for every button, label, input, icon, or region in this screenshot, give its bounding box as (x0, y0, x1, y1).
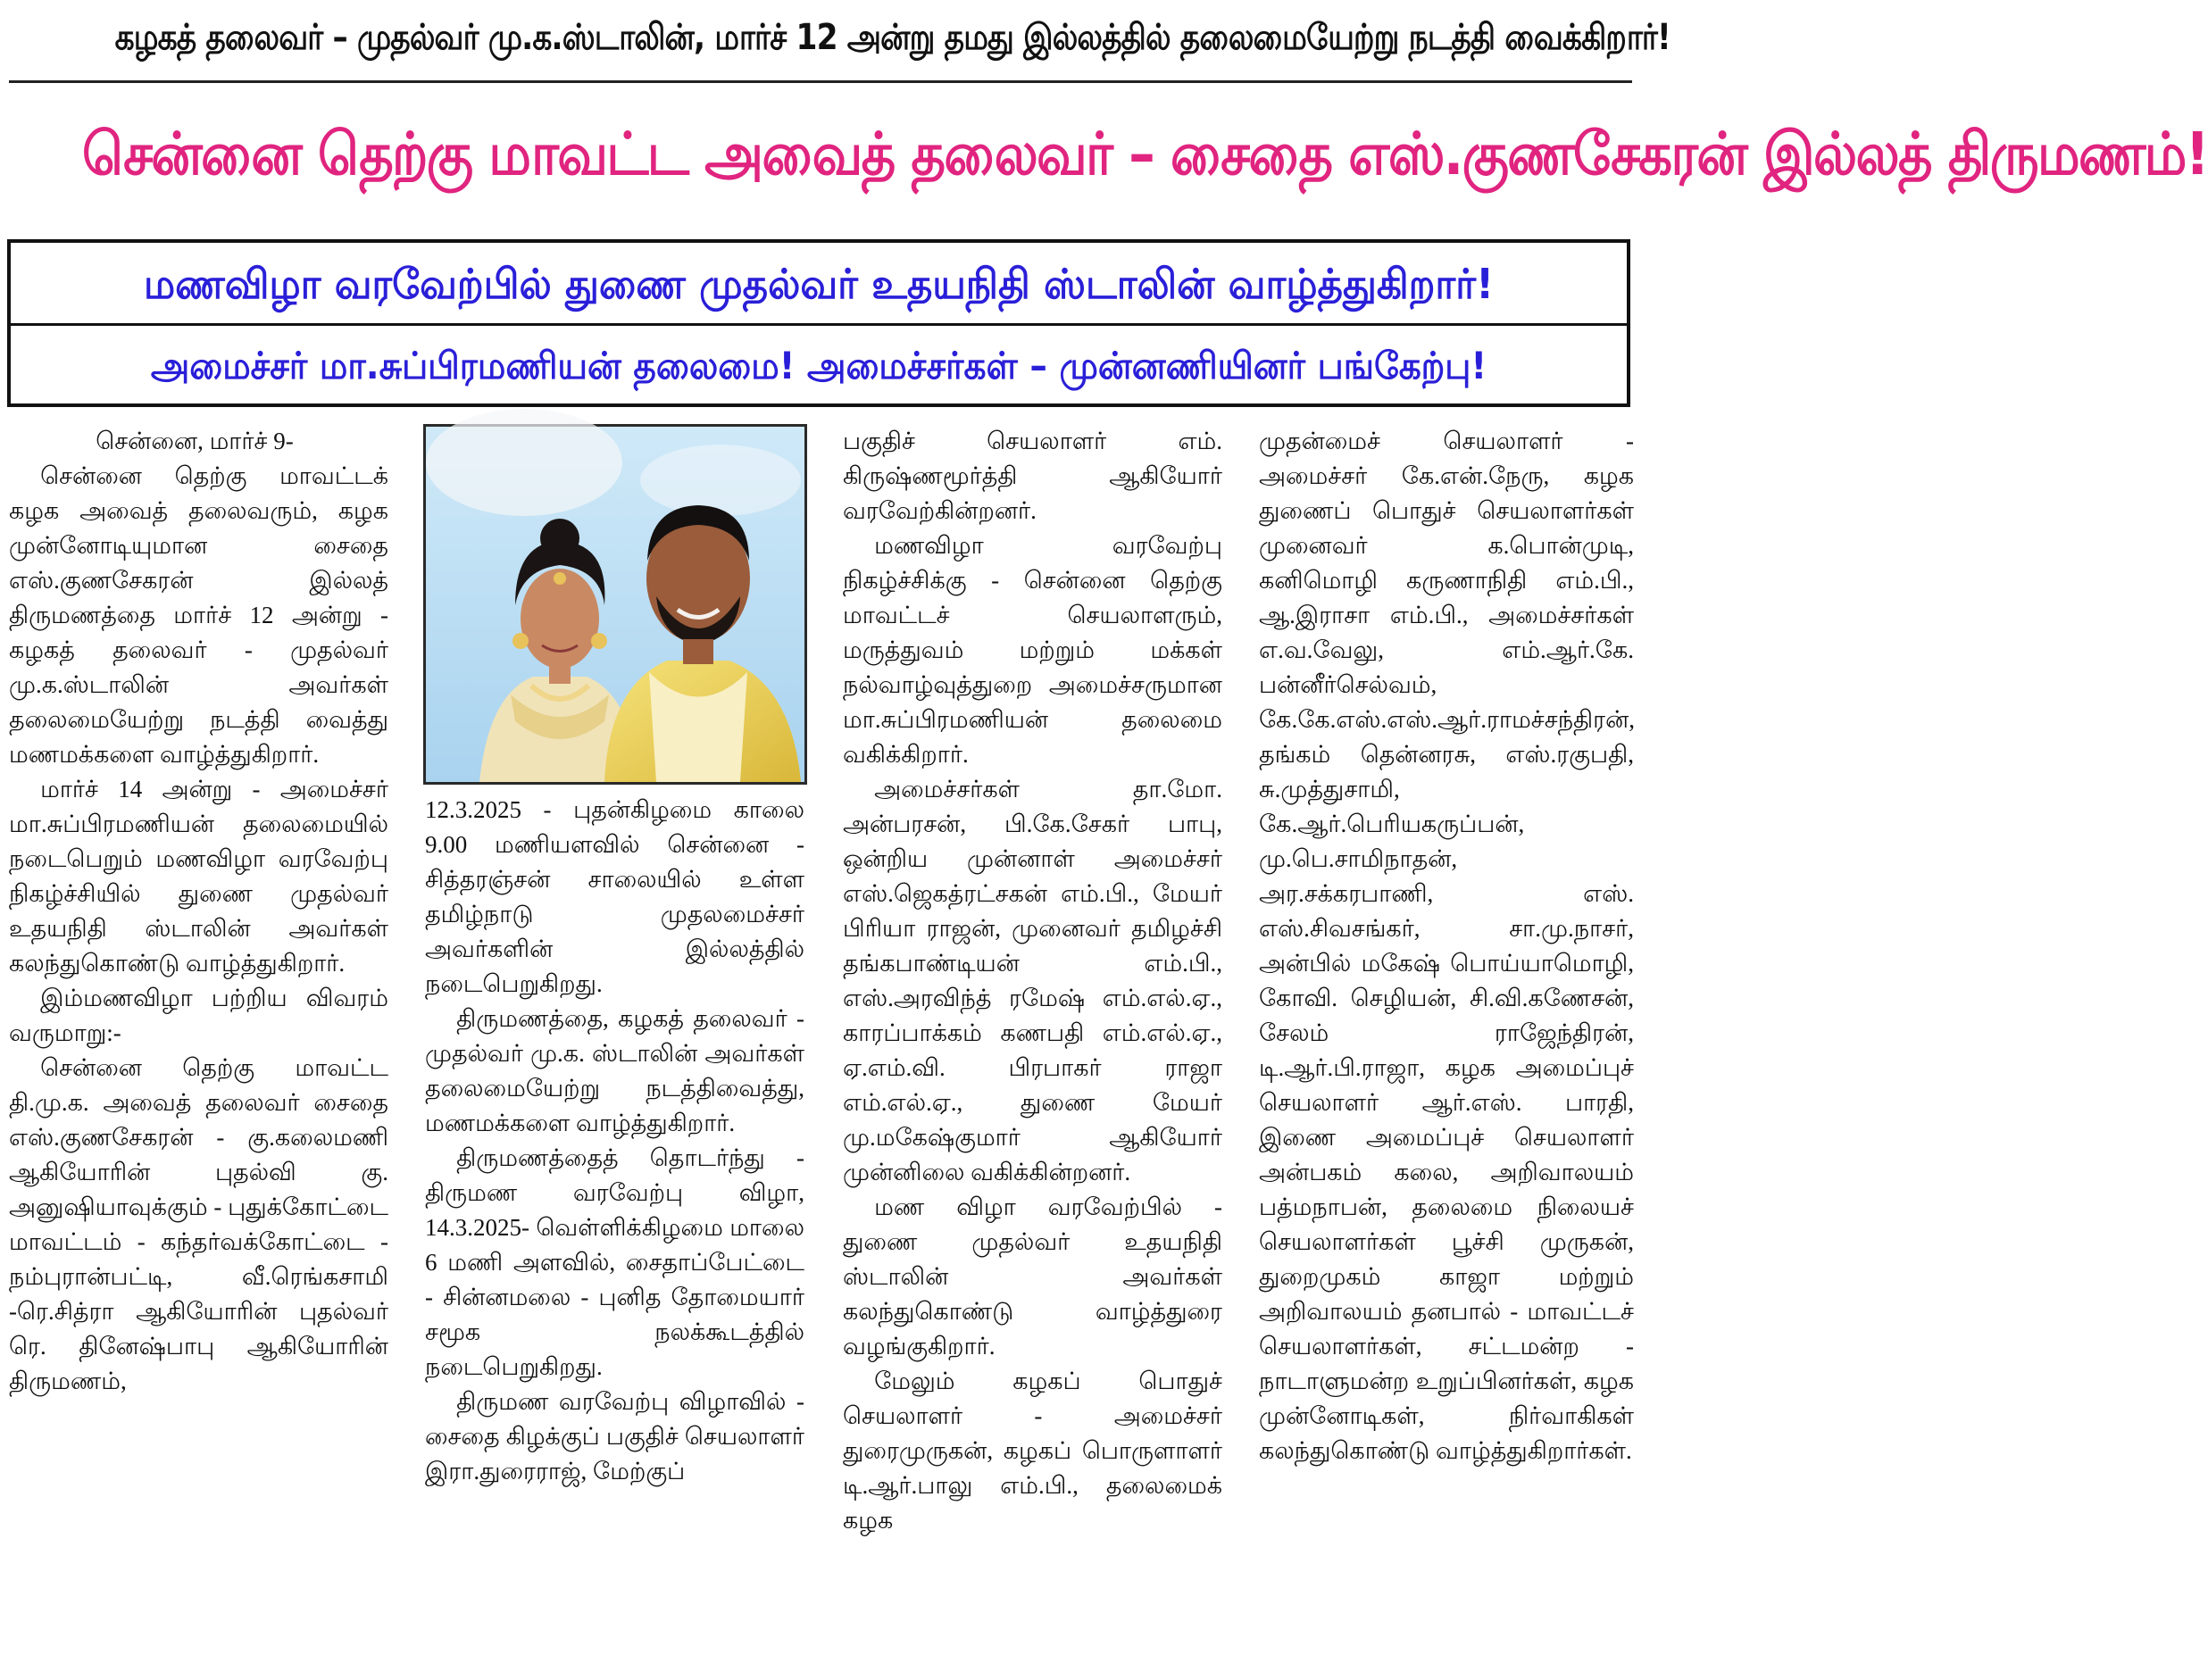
header-rule (9, 80, 1632, 83)
article-column-3 (843, 424, 1222, 1674)
paragraph: சென்னை தெற்கு மாவட்டக் கழக அவைத் தலைவரும், கழக முன்னோடியுமான சைதை எஸ்.குணசேகரன் இல்லத் திருமணத்தை மார்ச் 12 அன்று - கழகத் தலைவர் - முதல்வர் மு.க.ஸ்டாலின் அவர்கள் தலைமையேற்று நடத்தி வைத்து மணமக்களை வாழ்த்துகிறார். (9, 462, 388, 768)
paragraph: அமைச்சர்கள் தா.மோ. அன்பரசன், பி.கே.சேகர் பாபு, ஒன்றிய முன்னாள் அமைச்சர் எஸ்.ஜெகத்ரட்சகன் எம்.பி., மேயர் பிரியா ராஜன், முனைவர் தமிழச்சி தங்கபாண்டியன் எம்.பி., எஸ்.அரவிந்த் ரமேஷ் எம்.எல்.ஏ., காரப்பாக்கம் கணபதி எம்.எல்.ஏ., ஏ.எம்.வி. பிரபாகர் ராஜா எம்.எல்.ஏ., துணை மேயர் மு.மகேஷ்குமார் ஆகியோர் முன்னிலை வகிக்கின்றனர். (843, 776, 1222, 1185)
subheadline-1: மணவிழா வரவேற்பில் துணை முதல்வர் உதயநிதி ஸ்டாலின் வாழ்த்துகிறார்! (143, 260, 1495, 308)
article-column-2 (425, 793, 804, 1676)
paragraph: மேலும் கழகப் பொதுச் செயலாளர் - அமைச்சர் துரைமுருகன், கழகப் பொருளாளர் டி.ஆர்.பாலு எம்.பி., தலைமைக் கழக (843, 1368, 1222, 1534)
kicker-line: கழகத் தலைவர் – முதல்வர் மு.க.ஸ்டாலின், மார்ச் 12 அன்று தமது இல்லத்தில் தலைமையேற்று நடத்தி வைக்கிறார்! (114, 17, 1671, 58)
couple-photo (423, 424, 807, 785)
paragraph: திருமணத்தைத் தொடர்ந்து - திருமண வரவேற்பு விழா, 14.3.2025- வெள்ளிக்கிழமை மாலை 6 மணி அளவில், சைதாப்பேட்டை - சின்னமலை - புனித தோமையார் சமூக நலக்கூடத்தில் நடைபெறுகிறது. (425, 1144, 804, 1380)
paragraph: திருமணத்தை, கழகத் தலைவர் - முதல்வர் மு.க. ஸ்டாலின் அவர்கள் தலைமையேற்று நடத்திவைத்து, மணமக்களை வாழ்த்துகிறார். (425, 1005, 804, 1136)
paragraph: சென்னை தெற்கு மாவட்ட தி.மு.க. அவைத் தலைவர் சைதை எஸ்.குணசேகரன் - கு.கலைமணி ஆகியோரின் புதல்வி கு. அனுஷியாவுக்கும் - புதுக்கோட்டை மாவட்டம் - கந்தர்வக்கோட்டை - நம்புரான்பட்டி, வீ.ரெங்கசாமி -ரெ.சித்ரா ஆகியோரின் புதல்வர் ரெ. தினேஷ்பாபு ஆகியோரின் திருமணம், (9, 1054, 388, 1394)
couple-illustration (426, 427, 804, 782)
article-column-4 (1259, 424, 1634, 1674)
paragraph: பகுதிச் செயலாளர் எம். கிருஷ்ணமூர்த்தி ஆகியோர் வரவேற்கின்றனர். (843, 428, 1222, 524)
article-column-1 (9, 424, 388, 1674)
paragraph: மண விழா வரவேற்பில் - துணை முதல்வர் உதயநிதி ஸ்டாலின் அவர்கள் கலந்துகொண்டு வாழ்த்துரை வழங்குகிறார். (843, 1193, 1222, 1360)
subheadline-box (7, 239, 1630, 407)
paragraph: மார்ச் 14 அன்று - அமைச்சர் மா.சுப்பிரமணியன் தலைமையில் நடைபெறும் மணவிழா வரவேற்பு நிகழ்ச்சியில் துணை முதல்வர் உதயநிதி ஸ்டாலின் அவர்கள் கலந்துகொண்டு வாழ்த்துகிறார். (9, 776, 388, 977)
subheadline-divider (11, 323, 1627, 326)
main-headline: சென்னை தெற்கு மாவட்ட அவைத் தலைவர் – சைதை எஸ்.குணசேகரன் இல்லத் திருமணம்! (81, 120, 2208, 188)
paragraph: இம்மணவிழா பற்றிய விவரம் வருமாறு:- (9, 985, 388, 1046)
dateline: சென்னை, மார்ச் 9- (96, 428, 294, 454)
paragraph: முதன்மைச் செயலாளர் - அமைச்சர் கே.என்.நேரு, கழக துணைப் பொதுச் செயலாளர்கள் முனைவர் க.பொன்முடி, கனிமொழி கருணாநிதி எம்.பி., ஆ.இராசா எம்.பி., அமைச்சர்கள் எ.வ.வேலு, எம்.ஆர்.கே. பன்னீர்செல்வம், கே.கே.எஸ்.எஸ்.ஆர்.ராமச்சந்திரன், தங்கம் தென்னரசு, எஸ்.ரகுபதி, சு.முத்துசாமி, கே.ஆர்.பெரியகருப்பன், மு.பெ.சாமிநாதன், அர.சக்கரபாணி, எஸ். எஸ்.சிவசங்கர், சா.மு.நாசர், அன்பில் மகேஷ் பொய்யாமொழி, கோவி. செழியன், சி.வி.கணேசன், சேலம் ராஜேந்திரன், டி.ஆர்.பி.ராஜா, கழக அமைப்புச் செயலாளர் ஆர்.எஸ். பாரதி, இணை அமைப்புச் செயலாளர் அன்பகம் கலை, அறிவாலயம் பத்மநாபன், தலைமை நிலையச் செயலாளர்கள் பூச்சி முருகன், துறைமுகம் காஜா மற்றும் அறிவாலயம் தனபால் - மாவட்டச் செயலாளர்கள், சட்டமன்ற - நாடாளுமன்ற உறுப்பினர்கள், கழக முன்னோடிகள், நிர்வாகிகள் கலந்துகொண்டு வாழ்த்துகிறார்கள். (1259, 428, 1636, 1464)
paragraph: திருமண வரவேற்பு விழாவில் - சைதை கிழக்குப் பகுதிச் செயலாளர் இரா.துரைராஜ், மேற்குப் (425, 1388, 804, 1485)
paragraph: மணவிழா வரவேற்பு நிகழ்ச்சிக்கு - சென்னை தெற்கு மாவட்டச் செயலாளரும், மருத்துவம் மற்றும் மக்கள் நல்வாழ்வுத்துறை அமைச்சருமான மா.சுப்பிரமணியன் தலைமை வகிக்கிறார். (843, 532, 1222, 768)
paragraph: 12.3.2025 - புதன்கிழமை காலை 9.00 மணியளவில் சென்னை - சித்தரஞ்சன் சாலையில் உள்ள தமிழ்நாடு முதலமைச்சர் அவர்களின் இல்லத்தில் நடைபெறுகிறது. (425, 796, 804, 997)
subheadline-2: அமைச்சர் மா.சுப்பிரமணியன் தலைமை! அமைச்சர்கள் – முன்னணியினர் பங்கேற்பு! (150, 344, 1487, 387)
